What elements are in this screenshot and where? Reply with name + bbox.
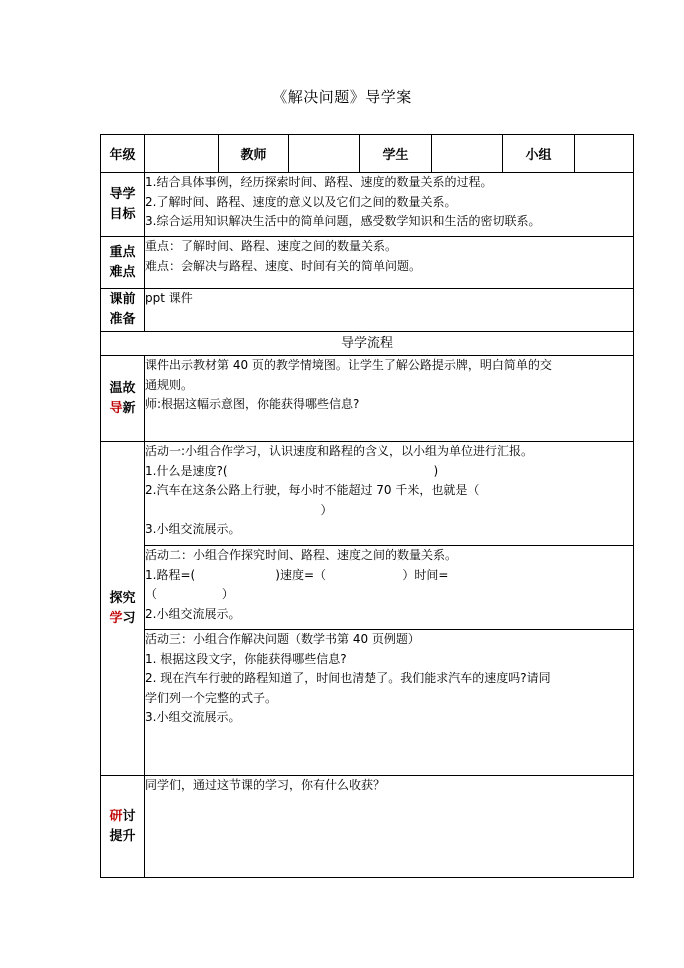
review-line: 课件出示教材第 40 页的教学情境图。让学生了解公路提示牌，明白简单的交 — [145, 358, 552, 372]
discuss-text: 同学们，通过这节课的学习，你有什么收获？ — [145, 778, 386, 792]
key-points-row — [101, 237, 634, 289]
key-points-label: 重点 难点 — [101, 237, 145, 289]
review-line: 通规则。 — [145, 377, 194, 392]
flow-heading-row — [101, 332, 634, 356]
prep-label: 课前 准备 — [101, 289, 145, 332]
activity-two-line: （ ） — [145, 587, 234, 601]
goal-line: 2.了解时间、路程、速度的意义以及它们之间的数量关系。 — [145, 194, 457, 209]
discuss-content — [145, 776, 634, 878]
goal-line: 3.综合运用知识解决生活中的简单问题，感受数学知识和生活的密切联系。 — [145, 214, 541, 228]
prep-content — [145, 289, 634, 332]
teacher-label: 教师 — [219, 135, 289, 173]
prep-row — [101, 289, 634, 332]
key-point-line: 难点：会解决与路程、速度、时间有关的简单问题。 — [145, 258, 422, 273]
goal-line: 1.结合具体事例，经历探索时间、路程、速度的数量关系的过程。 — [145, 175, 493, 189]
key-point-line: 重点：了解时间、路程、速度之间的数量关系。 — [145, 239, 398, 253]
group-label: 小组 — [503, 135, 575, 173]
student-value[interactable] — [432, 135, 503, 173]
activity-one-line: 活动一:小组合作学习，认识速度和路程的含义，以小组为单位进行汇报。 — [145, 444, 534, 458]
activity-one-line: 2.汽车在这条公路上行驶，每小时不能超过 70 千米，也就是（ — [145, 483, 480, 497]
review-line: 师:根据这幅示意图，你能获得哪些信息? — [145, 397, 360, 411]
group-value[interactable] — [575, 135, 634, 173]
review-row — [101, 356, 634, 442]
discuss-label: 研讨 提升 — [101, 776, 145, 878]
activity-three-line: 3.小组交流展示。 — [145, 710, 241, 724]
grade-value[interactable] — [145, 135, 219, 173]
activity-one-line: ） — [145, 502, 333, 517]
activity-three-line: 学们列一个完整的式子。 — [145, 690, 278, 705]
student-label: 学生 — [360, 135, 432, 173]
activity-one — [145, 442, 634, 546]
flow-heading: 导学流程 — [101, 332, 634, 356]
activity-two — [145, 546, 634, 630]
activity-two-line: 2.小组交流展示。 — [145, 606, 241, 621]
discuss-row — [101, 776, 634, 878]
page-title: 《解决问题》导学案 — [272, 88, 412, 106]
activity-three-line: 2. 现在汽车行驶的路程知道了，时间也清楚了。我们能求汽车的速度吗?请同 — [145, 671, 551, 685]
activity-two-line: 1.路程=( )速度=（ ）时间= — [145, 567, 449, 582]
activity-three — [145, 630, 634, 776]
review-label: 温故 导新 — [101, 356, 145, 442]
activity-one-line: 1.什么是速度?( ) — [145, 463, 439, 478]
header-row — [101, 135, 634, 173]
review-content — [145, 356, 634, 442]
activity-three-line: 活动三：小组合作解决问题（数学书第 40 页例题） — [145, 632, 420, 646]
grade-label: 年级 — [101, 135, 145, 173]
teacher-value[interactable] — [289, 135, 360, 173]
activity-three-line: 1. 根据这段文字，你能获得哪些信息? — [145, 651, 347, 666]
activity-one-line: 3.小组交流展示。 — [145, 522, 241, 536]
key-points-content — [145, 237, 634, 289]
lesson-plan-table — [100, 134, 634, 878]
explore-activity1-row — [101, 442, 634, 546]
explore-activity2-row — [101, 546, 634, 630]
goals-row — [101, 173, 634, 237]
explore-label: 探究 学习 — [101, 442, 145, 776]
activity-two-line: 活动二：小组合作探究时间、路程、速度之间的数量关系。 — [145, 548, 458, 562]
prep-text: ppt 课件 — [145, 291, 193, 305]
goals-label: 导学 目标 — [101, 173, 145, 237]
explore-activity3-row — [101, 630, 634, 776]
goals-content — [145, 173, 634, 237]
